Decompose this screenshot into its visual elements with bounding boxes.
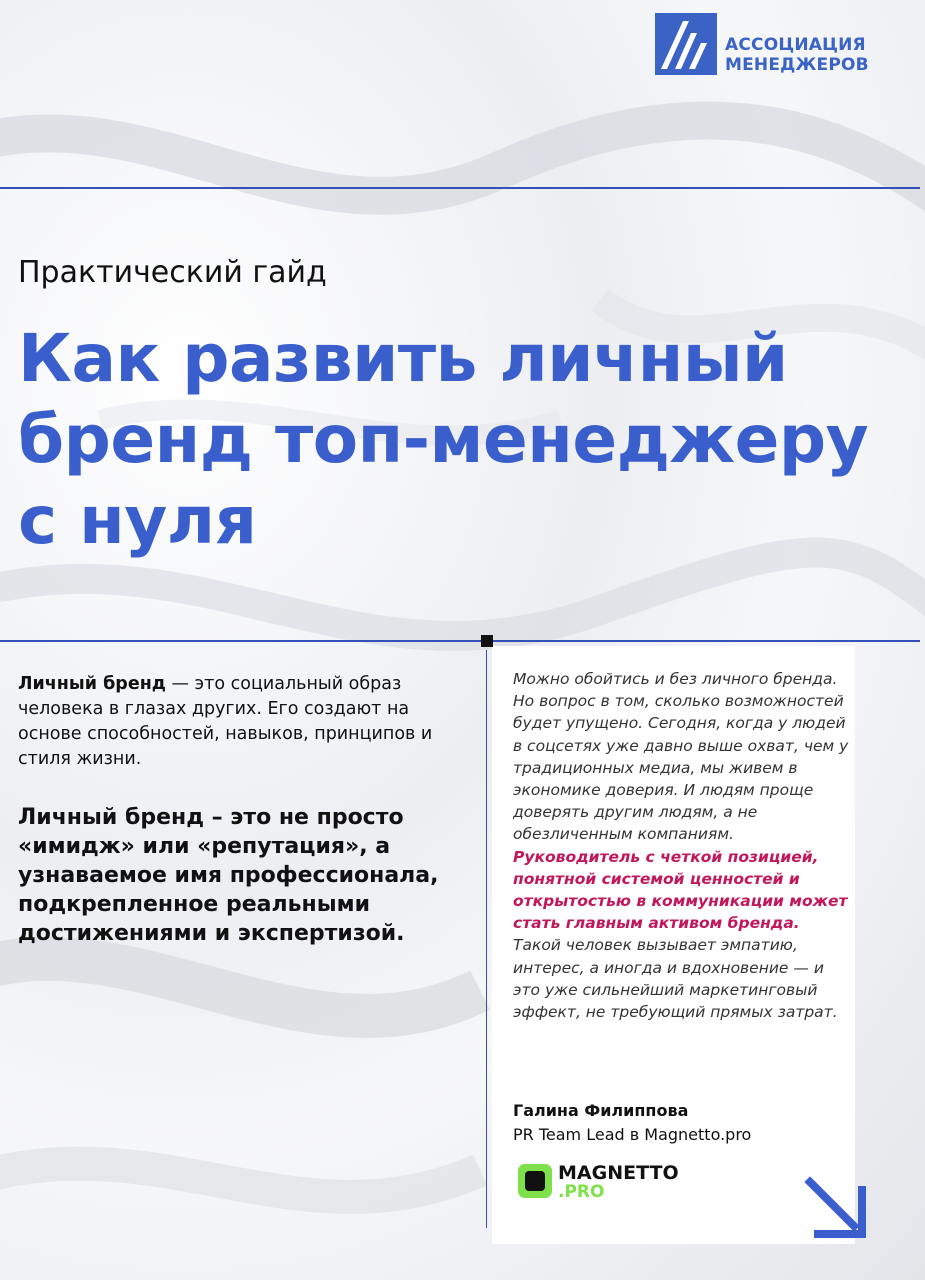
logo-mark-icon bbox=[655, 13, 717, 75]
association-logo bbox=[655, 13, 869, 77]
logo-text bbox=[725, 35, 869, 75]
divider-marker bbox=[481, 635, 493, 647]
quote-highlight: Руководитель с четкой позицией, понятной системой ценностей и открытостью в коммуникации может стать главным активом бренда. bbox=[513, 847, 848, 933]
definition-text: — это социальный образ человека в глазах других. Его создают на основе способностей, навыков, принципов и стиля жизни. bbox=[18, 674, 433, 769]
title-line-2: бренд топ-менеджеру bbox=[18, 401, 869, 478]
author-name: Галина Филиппова bbox=[513, 1101, 689, 1120]
magnetto-name: MAGNETTO bbox=[558, 1162, 679, 1184]
magnetto-suffix: .PRO bbox=[558, 1182, 605, 1202]
author-role: PR Team Lead в Magnetto.pro bbox=[513, 1125, 752, 1144]
top-divider bbox=[0, 187, 920, 189]
quote-part-2: Такой человек вызывает эмпатию, интерес, а иногда и вдохновение — и это уже сильнейший маркетинговый эффект, не требующий прямых затрат. bbox=[513, 936, 838, 1022]
arrow-down-right-icon bbox=[804, 1176, 868, 1240]
definition-term: Личный бренд bbox=[18, 674, 166, 694]
quote-part-1: Можно обойтись и без личного бренда. Но вопрос в том, сколько возможностей будет упущено. Сегодня, когда у людей в соцсетях уже давно выше охват, чем у традиционных медиа, мы живем в экономике доверия. И людям проще доверять другим людям, а не обезличенным компаниям. bbox=[513, 670, 849, 844]
subtitle: Практический гайд bbox=[18, 255, 327, 290]
page-title bbox=[18, 318, 918, 561]
statement-paragraph: Личный бренд – это не просто «имидж» или «репутация», а узнаваемое имя профессионала, подкрепленное реальными достижениями и экспертизой. bbox=[18, 805, 439, 946]
quote-text bbox=[513, 668, 851, 1023]
quote-vertical-line bbox=[486, 650, 487, 1228]
logo-line1: АССОЦИАЦИЯ bbox=[725, 35, 866, 55]
magnetto-logo-icon bbox=[518, 1164, 552, 1198]
logo-line2: МЕНЕДЖЕРОВ bbox=[725, 55, 869, 75]
middle-divider bbox=[0, 640, 920, 642]
definition-paragraph bbox=[18, 672, 468, 772]
title-line-1: Как развить личный bbox=[18, 320, 788, 397]
title-line-3: с нуля bbox=[18, 482, 257, 559]
